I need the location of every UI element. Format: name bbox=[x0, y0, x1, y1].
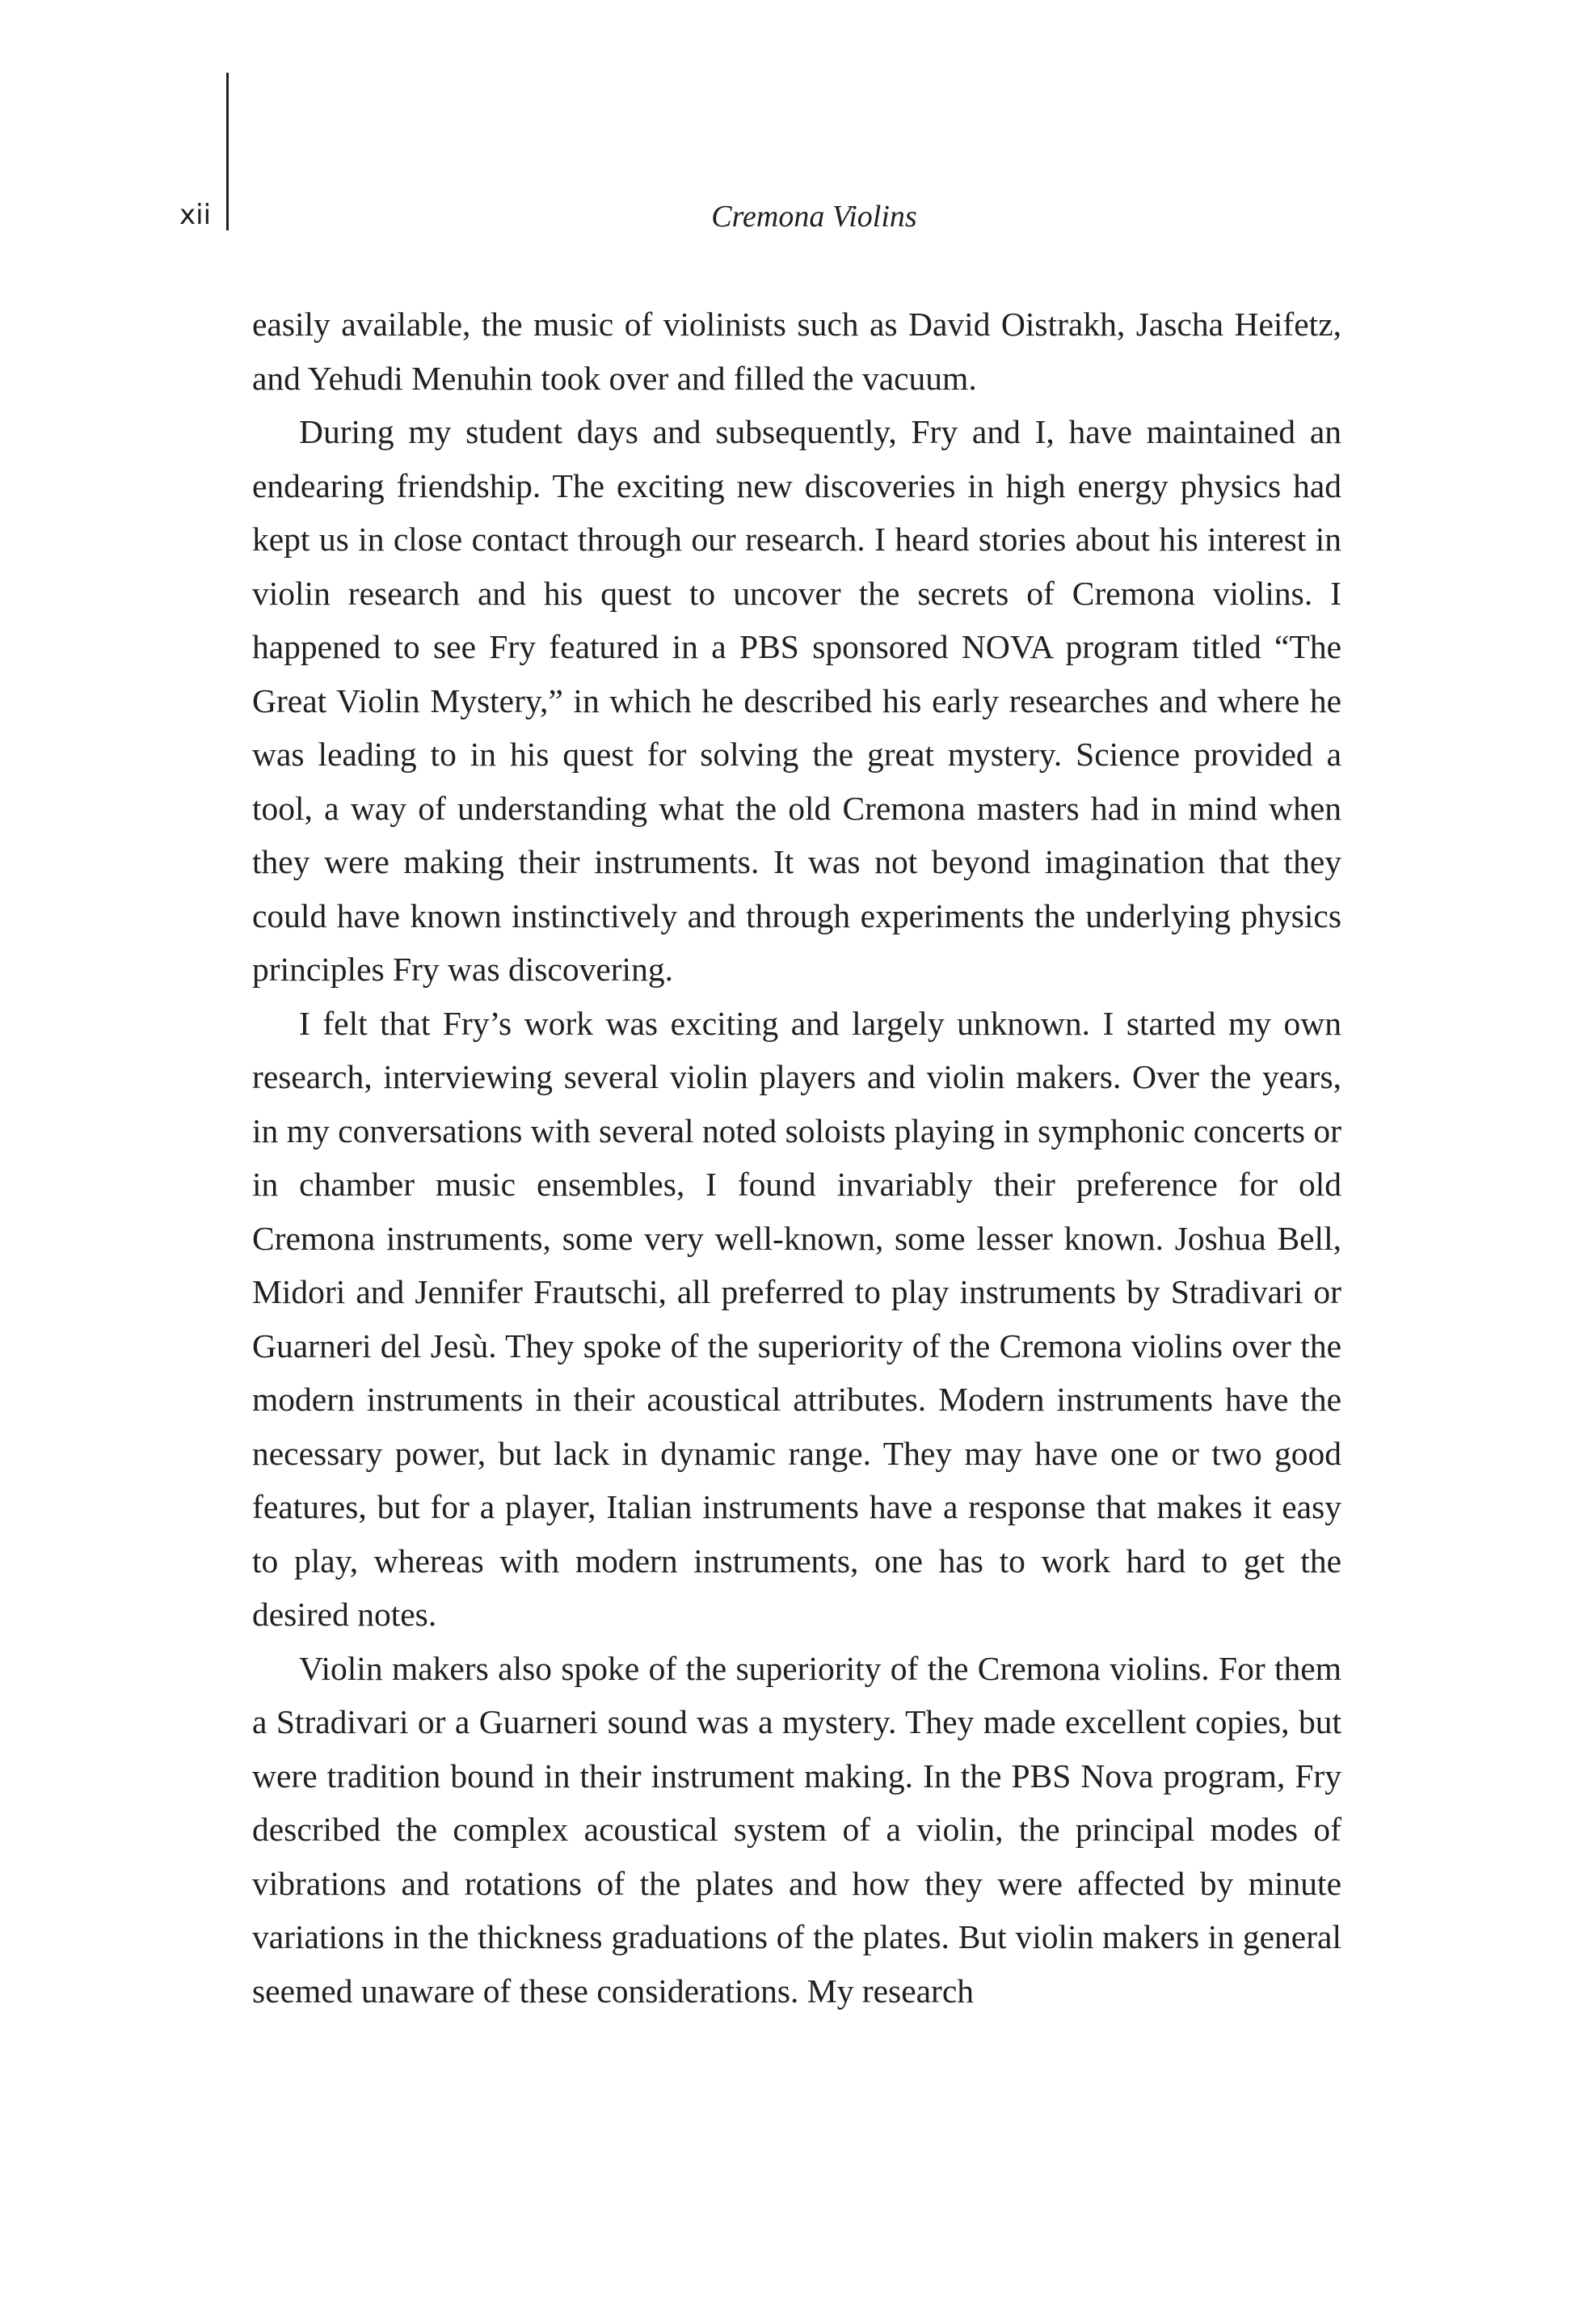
body-text bbox=[252, 297, 1341, 2018]
running-title: Cremona Violins bbox=[711, 200, 917, 234]
paragraph: Violin makers also spoke of the superiority of the Cremona violins. For them a Stradivari or a Guarneri sound was a mystery. They made excellent copies, but were tradition bound in their instrument making. In the PBS Nova program, Fry described the complex acoustical system of a violin, the principal modes of vibrations and rotations of the plates and how they were affected by minute variations in the thickness graduations of the plates. But violin makers in general seemed unaware of these considerations. My research bbox=[252, 1649, 1341, 2010]
page-number: xii bbox=[179, 199, 212, 231]
paragraph: I felt that Fry’s work was exciting and largely unknown. I started my own research, interviewing several violin players and violin makers. Over the years, in my conversations with several noted soloists playing in symphonic concerts or in chamber music ensembles, I found invariably their preference for old Cremona instruments, some very well-known, some lesser known. Joshua Bell, Midori and Jennifer Frautschi, all preferred to play instruments by Stradivari or Guarneri del Jesù. They spoke of the superiority of the Cremona violins over the modern instruments in their acoustical attributes. Modern instruments have the necessary power, but lack in dynamic range. They may have one or two good features, but for a player, Italian instruments have a response that makes it easy to play, whereas with modern instruments, one has to work hard to get the desired notes. bbox=[252, 1004, 1341, 1633]
paragraph: easily available, the music of violinists such as David Oistrakh, Jascha Heifetz, and Yehudi Menuhin took over and filled the vacuum. bbox=[252, 306, 1341, 397]
paragraph: During my student days and subsequently, Fry and I, have maintained an endearing friendship. The exciting new discoveries in high energy physics had kept us in close contact through our research. I heard stories about his interest in violin research and his quest to uncover the secrets of Cremona violins. I happened to see Fry featured in a PBS sponsored NOVA program titled “The Great Violin Mystery,” in which he described his early researches and where he was leading to in his quest for solving the great mystery. Science provided a tool, a way of understanding what the old Cremona masters had in mind when they were making their instruments. It was not beyond imagination that they could have known instinctively and through experiments the underlying physics principles Fry was discovering. bbox=[252, 413, 1341, 988]
